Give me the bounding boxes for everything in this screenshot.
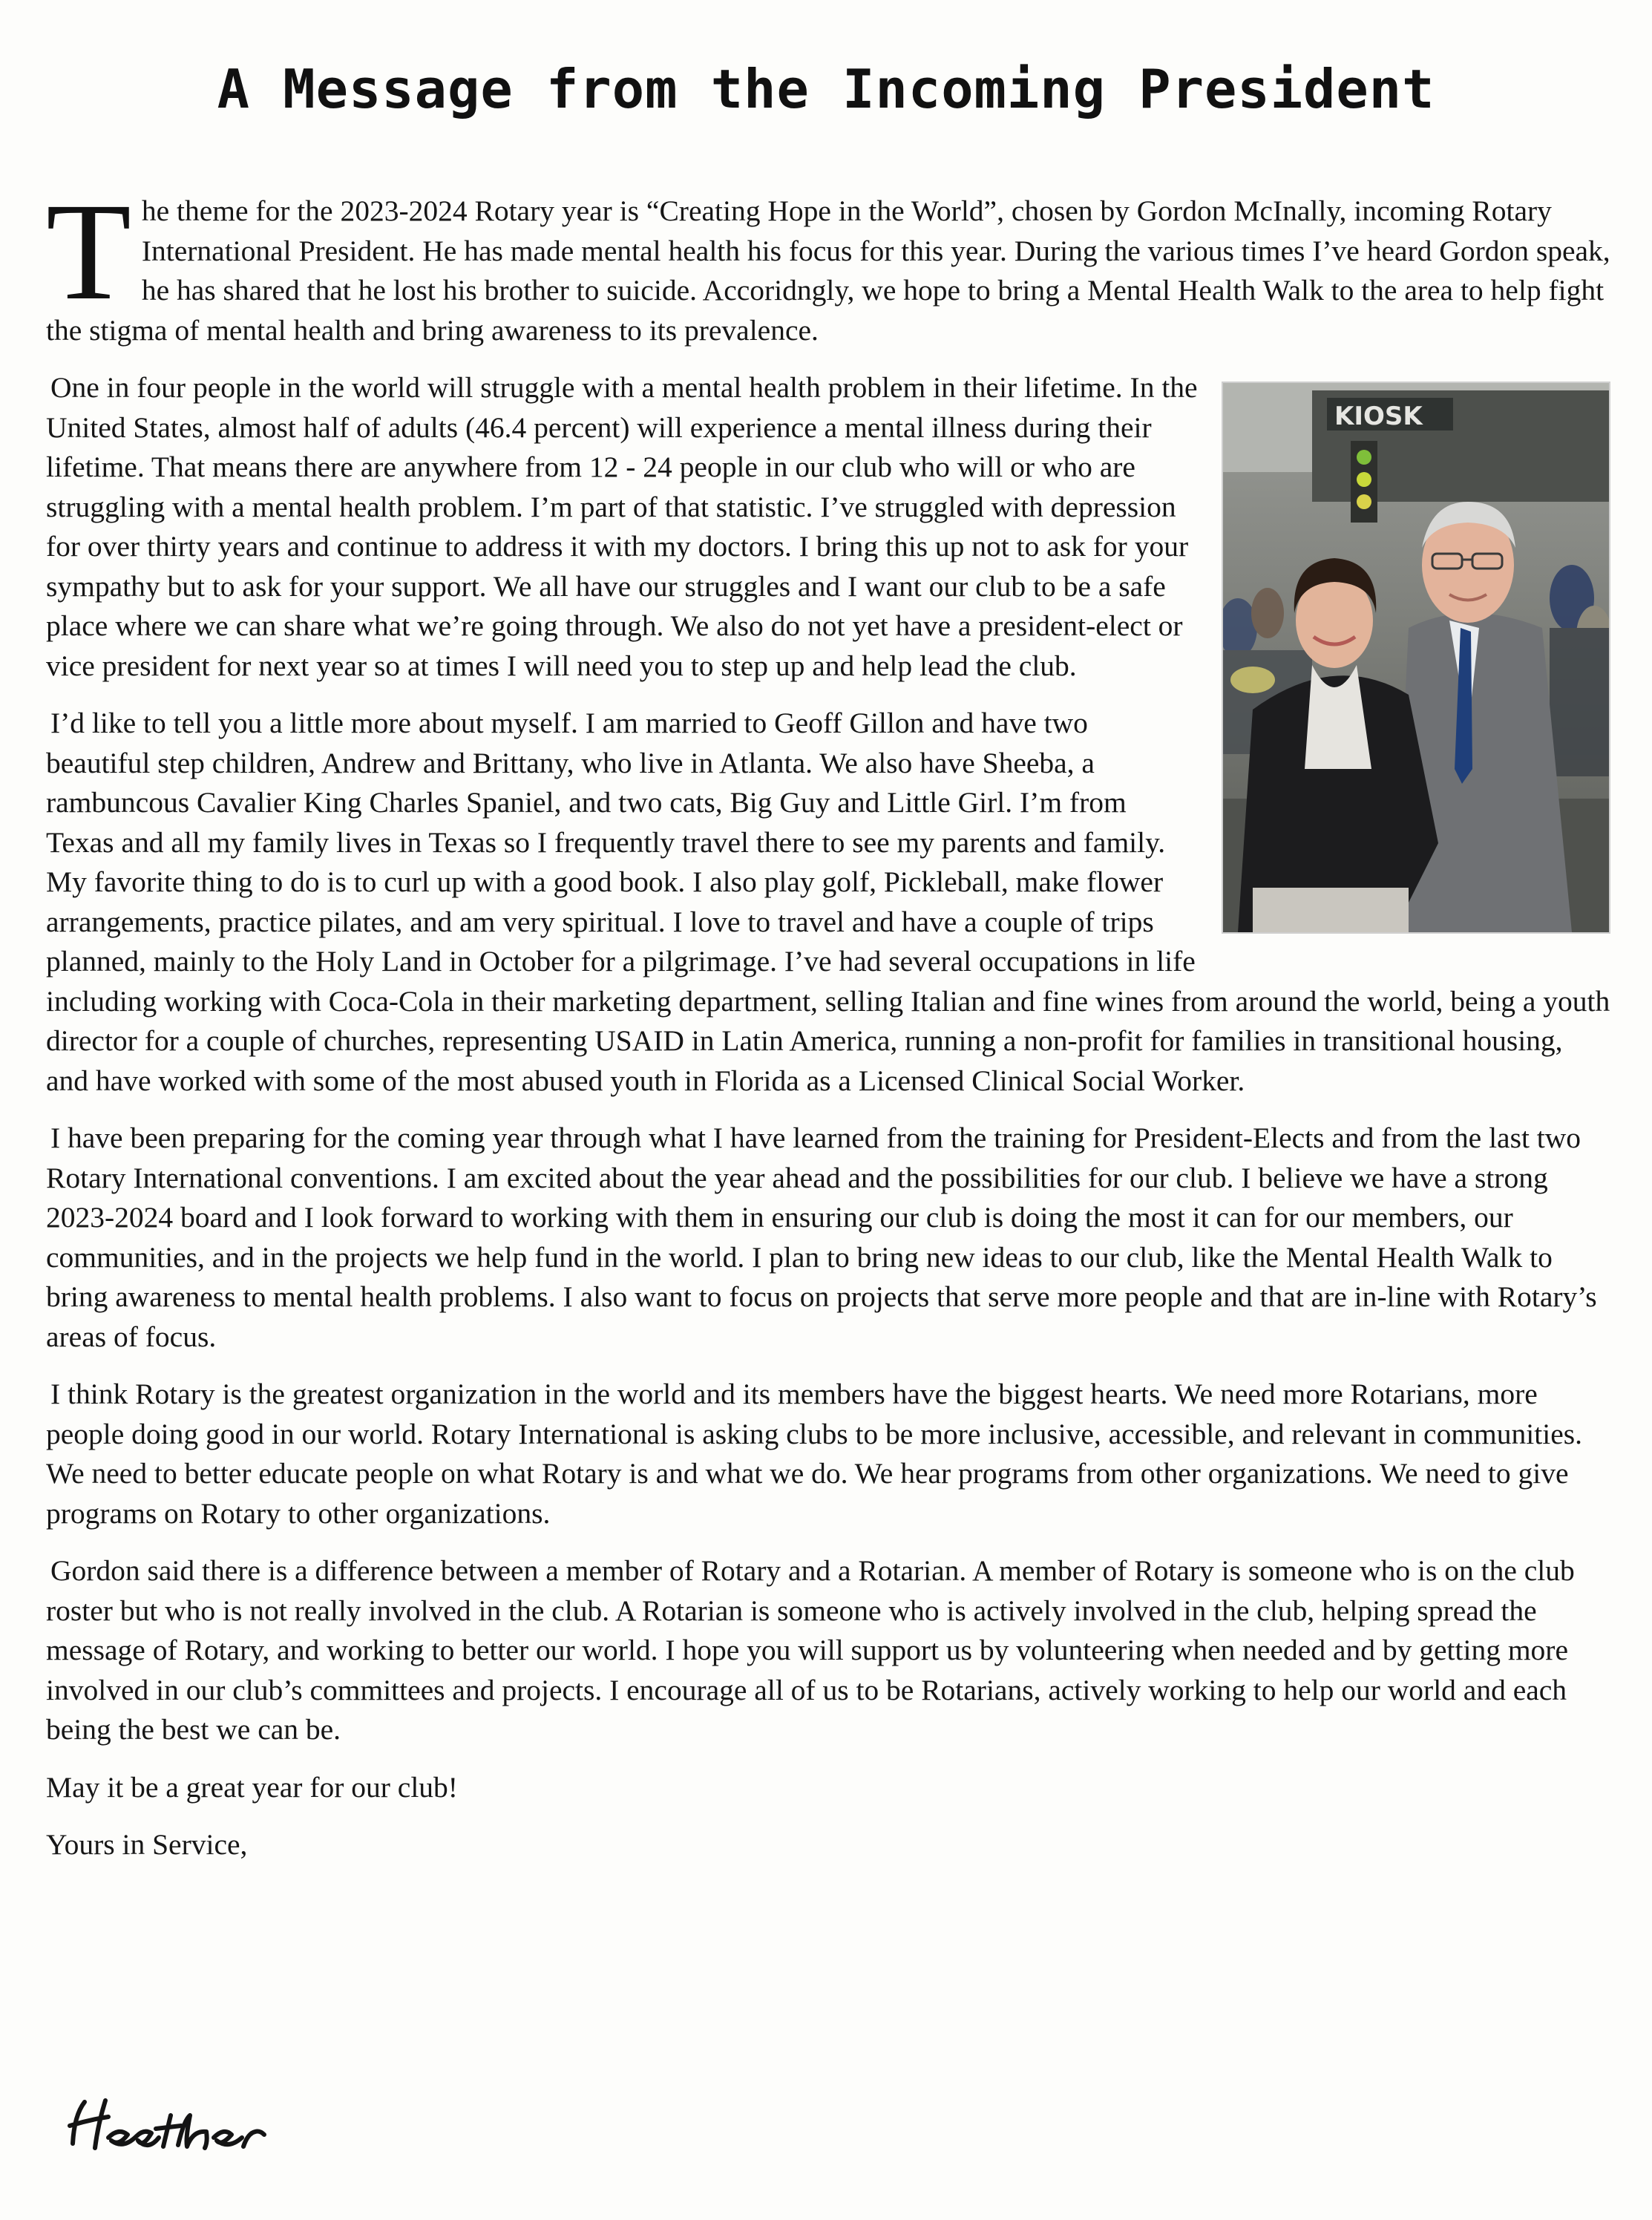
letter-body xyxy=(46,174,1610,1883)
paragraph-6: Gordon said there is a difference between a member of Rotary and a Rotarian. A member of Rotary is someone who is on the club roster but who is not really involved in the club. A Rotarian is someone who is actively involved in the club, helping spread the message of Rotary, and working to better our world. I hope you will support us by volunteering when needed and by getting more involved in our club’s committees and projects. I encourage all of us to be Rotarians, actively working to help our world and each being the best we can be. xyxy=(46,1554,1575,1746)
paragraph-2 xyxy=(46,368,1610,686)
paragraph-1-text: he theme for the 2023-2024 Rotary year is “Creating Hope in the World”, chosen by Gordon McInally, incoming Rotary International President. He has made mental health his focus for this year. During the various times I’ve heard Gordon speak, he has shared that he lost his brother to suicide. Accoridngly, we hope to bring a Mental Health Walk to the area to help fight the stigma of mental health and bring awareness to its prevalence. xyxy=(46,194,1610,347)
handwritten-signature xyxy=(59,2086,297,2167)
paragraph-1 xyxy=(46,174,1610,350)
paragraph-4: I have been preparing for the coming year through what I have learned from the training for President-Elects and from the last two Rotary International conventions. I am excited about the year ahead and the possibilities for our club. I believe we have a strong 2023-2024 board and I look forward to working with them in ensuring our club is doing the most it can for our members, our communities, and in the projects we help fund in the world. I plan to bring new ideas to our club, like the Mental Health Walk to bring awareness to mental health problems. I also want to focus on projects that serve more people and that are in-line with Rotary’s areas of focus. xyxy=(46,1122,1597,1353)
page-title: A Message from the Incoming President xyxy=(217,58,1435,120)
paragraph-5: I think Rotary is the greatest organization in the world and its members have the biggest hearts. We need more Rotarians, more people doing good in our world. Rotary International is asking clubs to be more inclusive, accessible, and relevant in communities. We need to better educate people on what Rotary is and what we do. We hear programs from other organizations. We need to give programs on Rotary to other organizations. xyxy=(46,1378,1582,1530)
paragraph-2-text: One in four people in the world will struggle with a mental health problem in their lifetime. In the United States, almost half of adults (46.4 percent) will experience a mental illness during their lifetime. That means there are anywhere from 12 - 24 people in our club who will or who are struggling with a mental health problem. I’m part of that statistic. I’ve struggled with depression for over thirty years and continue to address it with my doctors. I bring this up not to ask for your sympathy but to ask for your support. We all have our struggles and I want our club to be a safe place where we can share what we’re going through. We also do not yet have a president-elect or vice president for next year so at times I will need you to step up and help lead the club. xyxy=(46,371,1198,682)
drop-cap: T xyxy=(46,174,131,329)
photo-illustration xyxy=(1223,383,1609,932)
kiosk-sign-text: KIOSK xyxy=(1334,402,1423,431)
president-photo xyxy=(1222,382,1610,934)
closing-line: Yours in Service, xyxy=(46,1828,248,1861)
paragraph-3: I’d like to tell you a little more about myself. I am married to Geoff Gillon and have two beautiful step children, Andrew and Brittany, who live in Atlanta. We also have Sheeba, a rambuncous Cavalier King Charles Spaniel, and two cats, Big Guy and Little Girl. I’m from Texas and all my family lives in Texas so I frequently travel there to see my parents and family. My favorite thing to do is to curl up with a good book. I also play golf, Pickleball, make flower arrangements, practice pilates, and am very spiritual. I love to travel and have a couple of trips planned, mainly to the Holy Land in October for a pilgrimage. I’ve had several occupations in life including working with Coca-Cola in their marketing department, selling Italian and fine wines from around the world, being a youth director for a couple of churches, representing USAID in Latin America, running a non-profit for families in transitional housing, and have worked with some of the most abused youth in Florida as a Licensed Clinical Social Worker. xyxy=(46,707,1610,1097)
paragraph-7: May it be a great year for our club! xyxy=(46,1770,458,1804)
